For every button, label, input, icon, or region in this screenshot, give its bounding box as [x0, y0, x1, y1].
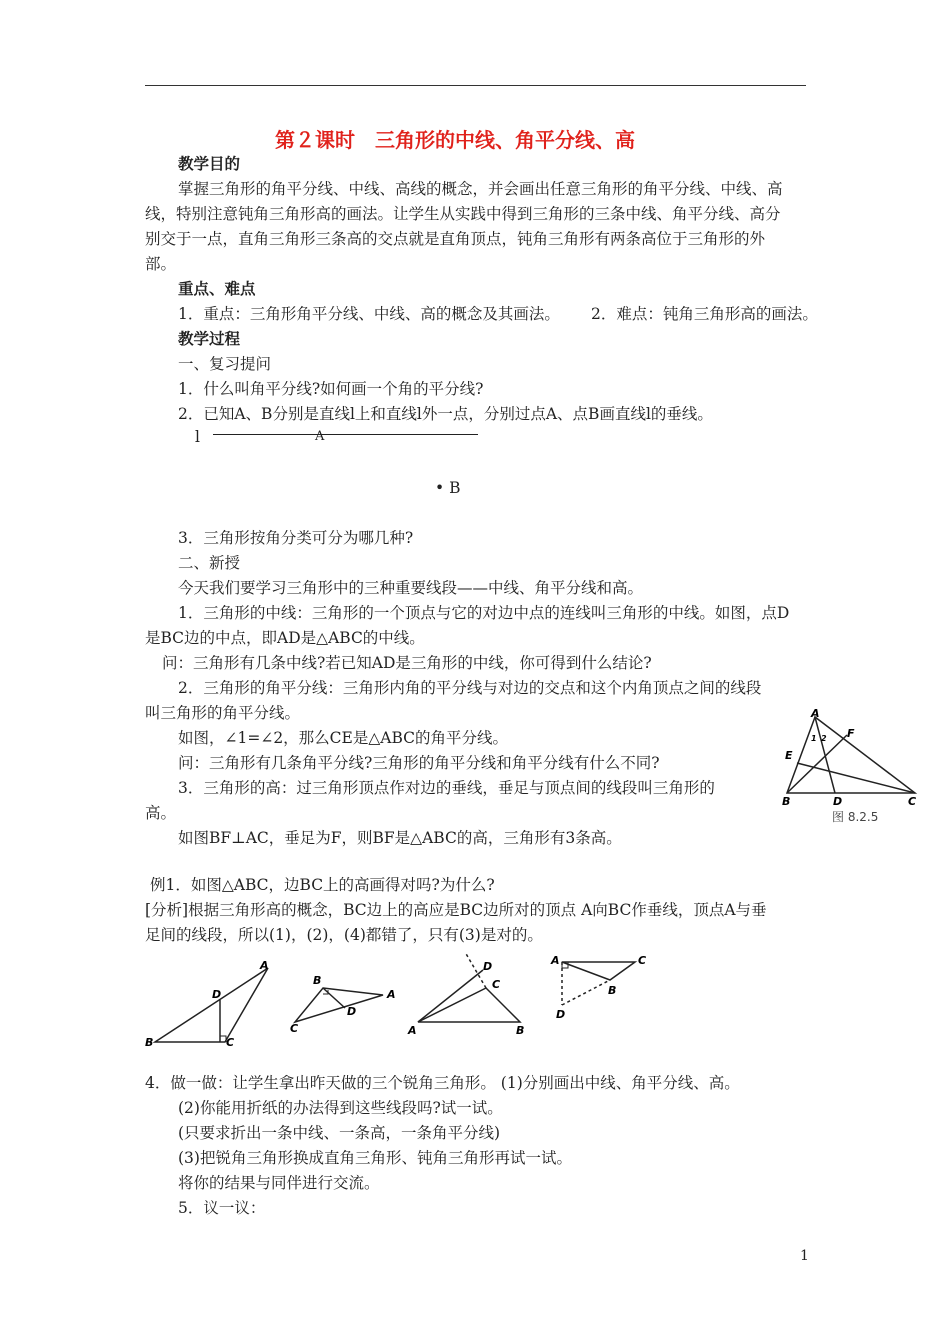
ex-fig3-height	[418, 970, 483, 1022]
fig-label-b: B	[782, 795, 791, 808]
review-q3: 3．三角形按角分类可分为哪几种?	[178, 529, 414, 547]
ex-fig4-label-b: B	[608, 984, 617, 997]
activity-line-1: 4．做一做：让学生拿出昨天做的三个锐角三角形。 (1)分别画出中线、角平分线、高。	[145, 1074, 740, 1092]
ex-fig2-triangle	[295, 988, 383, 1022]
review-q1: 1．什么叫角平分线?如何画一个角的平分线?	[178, 380, 484, 398]
point-a-label: A	[315, 429, 325, 444]
median-definition-2: 是BC边的中点，即AD是△ABC的中线。	[145, 629, 425, 647]
bisector-definition-1: 2．三角形的角平分线：三角形内角的平分线与对边的交点和这个内角顶点之间的线段	[178, 679, 762, 697]
figure-825	[775, 705, 925, 825]
review-heading: 一、复习提问	[178, 355, 272, 373]
ex-fig1-label-c: C	[226, 1036, 235, 1049]
ex-fig3-label-c: C	[492, 978, 501, 991]
ex-fig3-triangle	[418, 988, 520, 1022]
ex-fig1-label-b: B	[145, 1036, 154, 1049]
point-b-label: • B	[435, 479, 461, 497]
page-number: 1	[800, 1248, 809, 1264]
fig-label-d: D	[833, 795, 843, 808]
line-l-label: l	[195, 428, 200, 446]
median-definition-1: 1．三角形的中线：三角形的一个顶点与它的对边中点的连线叫三角形的中线。如图，点D	[178, 604, 790, 622]
objectives-line-3: 别交于一点，直角三角形三条高的交点就是直角顶点，钝角三角形有两条高位于三角形的外	[145, 230, 766, 248]
keypoint-focus: 1．重点：三角形角平分线、中线、高的概念及其画法。	[178, 305, 560, 323]
ex-fig2-label-c: C	[290, 1022, 299, 1035]
activity-line-6: 5．议一议：	[178, 1199, 266, 1217]
objectives-line-4: 部。	[145, 255, 177, 273]
example-analysis-2: 足间的线段，所以(1)，(2)，(4)都错了，只有(3)是对的。	[145, 926, 543, 944]
page-title: 第２课时 三角形的中线、角平分线、高	[275, 128, 635, 152]
fig-label-1: 1	[811, 734, 817, 743]
fig-label-c: C	[908, 795, 917, 808]
objectives-line-2: 线，特别注意钝角三角形高的画法。让学生从实践中得到三角形的三条中线、角平分线、高分	[145, 205, 781, 223]
ex-fig3-label-a: A	[408, 1024, 417, 1037]
header-rule	[145, 85, 806, 86]
median-ad	[815, 717, 835, 793]
bisector-definition-2: 叫三角形的角平分线。	[145, 704, 301, 722]
new-lesson-intro: 今天我们要学习三角形中的三种重要线段——中线、角平分线和高。	[178, 579, 644, 597]
ex-fig4-label-d: D	[556, 1008, 566, 1021]
keypoint-difficulty: 2．难点：钝角三角形高的画法。	[591, 305, 818, 323]
ex-fig2-label-b: B	[313, 974, 322, 987]
objectives-heading: 教学目的	[178, 154, 241, 173]
altitude-definition-1: 3．三角形的高：过三角形顶点作对边的垂线，垂足与顶点间的线段叫三角形的	[178, 779, 715, 797]
figure-825-caption: 图 8.2.5	[832, 810, 879, 824]
ex-fig1-triangle	[155, 968, 268, 1042]
line-l	[213, 434, 478, 435]
ex-fig2-label-d: D	[347, 1005, 357, 1018]
bisector-example: 如图，∠1=∠2，那么CE是△ABC的角平分线。	[178, 729, 509, 747]
ex-fig2-label-a: A	[387, 988, 396, 1001]
median-question: 问：三角形有几条中线?若已知AD是三角形的中线，你可得到什么结论?	[162, 654, 652, 672]
fig-label-e: E	[785, 749, 793, 762]
ex-fig2-height	[323, 988, 345, 1008]
activity-line-3: (只要求折出一条中线、一条高，一条角平分线)	[178, 1124, 501, 1142]
activity-line-2: (2)你能用折纸的办法得到这些线段吗?试一试。	[178, 1099, 503, 1117]
ex-fig1-label-d: D	[212, 988, 222, 1001]
ex-fig3-label-d: D	[483, 960, 493, 973]
keypoints-heading: 重点、难点	[178, 279, 256, 298]
review-q2: 2．已知A、B分别是直线l上和直线l外一点，分别过点A、点B画直线l的垂线。	[178, 405, 713, 423]
example-question: 例1．如图△ABC，边BC上的高画得对吗?为什么?	[150, 876, 495, 894]
ex-fig4-label-c: C	[638, 954, 647, 967]
example-figures	[140, 950, 660, 1050]
altitude-bf	[787, 735, 847, 793]
fig-label-f: F	[847, 727, 855, 740]
activity-line-5: 将你的结果与同伴进行交流。	[178, 1174, 380, 1192]
ex-fig1-label-a: A	[260, 959, 269, 972]
example-analysis-1: [分析]根据三角形高的概念，BC边上的高应是BC边所对的顶点 A向BC作垂线，顶点A与垂	[145, 901, 767, 919]
ex-fig3-label-b: B	[516, 1024, 525, 1037]
ex-fig4-triangle	[562, 962, 635, 980]
ex-fig4-extension	[562, 980, 610, 1005]
fig-label-2: 2	[821, 734, 827, 743]
activity-line-4: (3)把锐角三角形换成直角三角形、钝角三角形再试一试。	[178, 1149, 572, 1167]
bisector-question: 问：三角形有几条角平分线?三角形的角平分线和角平分线有什么不同?	[178, 754, 660, 772]
fig-label-a: A	[811, 707, 820, 720]
new-lesson-heading: 二、新授	[178, 554, 241, 572]
altitude-example: 如图BF⊥AC，垂足为F，则BF是△ABC的高，三角形有3条高。	[178, 829, 622, 847]
objectives-line-1: 掌握三角形的角平分线、中线、高线的概念，并会画出任意三角形的角平分线、中线、高	[178, 180, 783, 198]
process-heading: 教学过程	[178, 329, 241, 348]
bisector-ce	[797, 763, 915, 793]
ex-fig4-label-a: A	[551, 954, 560, 967]
altitude-definition-2: 高。	[145, 804, 177, 822]
